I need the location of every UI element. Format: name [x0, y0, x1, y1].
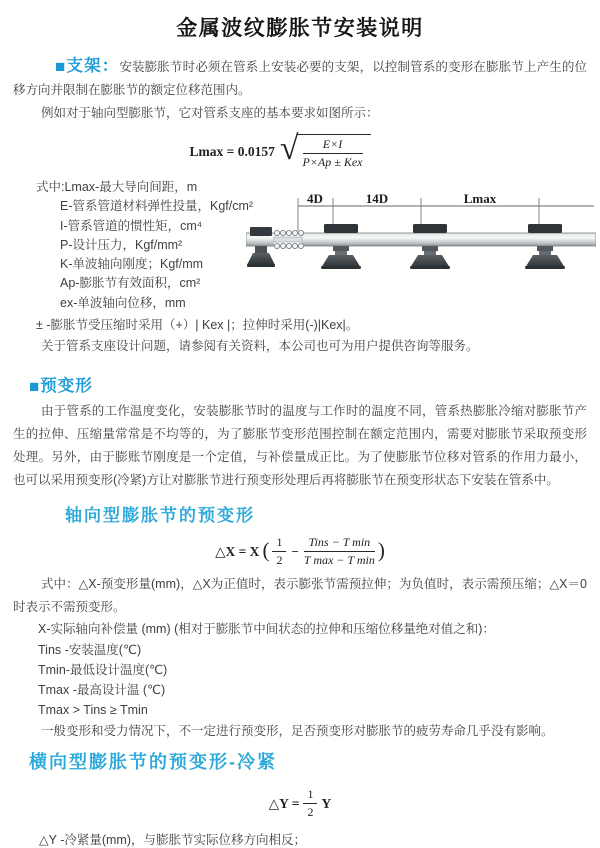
minus-sign: − — [291, 543, 299, 559]
support-heading-label: 支架： — [66, 57, 120, 75]
support-section-heading — [55, 57, 120, 76]
lmax-formula-numerator: E×I — [303, 137, 363, 154]
pipe-support-icon — [410, 224, 450, 269]
bellows-icon — [274, 230, 304, 248]
lateral-formula-rhs: Y — [321, 795, 332, 811]
definition-line: I-管系管道的惯性矩，cm⁴ — [60, 218, 203, 233]
temperature-ratio-fraction: $\frac{\text{Tins − T min}}{\text{T max − T min}}$ — [303, 535, 375, 568]
section-bullet-icon: ■ — [29, 377, 40, 397]
pipe-support-icon — [525, 224, 565, 269]
definition-line: Ap-膨胀节有效面积，cm² — [60, 276, 201, 291]
dim-label-14d: 14D — [365, 192, 389, 206]
open-paren: ( — [262, 538, 270, 563]
dim-label-lmax: Lmax — [463, 192, 497, 206]
axial-subheading: 轴向型膨胀节的预变形 — [65, 506, 255, 526]
radical-sign: √ — [279, 130, 299, 167]
lmax-formula-denominator: P×Ap ± Kex — [302, 155, 363, 169]
definition-line: Tmin-最低设计温度(℃) — [38, 663, 168, 678]
axial-formula-lhs: △X = X — [215, 543, 260, 559]
axial-legend-intro: 式中：△X-预变形量(mm)，△X为正值时，表示膨张节需预拉伸；为负值时，表示需预压缩；△X＝0时表示不需预变形。 — [13, 577, 587, 615]
section-bullet-icon: ■ — [55, 57, 66, 76]
definition-line: X-实际轴向补偿量 (mm) (相对于膨胀节中间状态的拉伸和压缩位移量绝对值之和)： — [38, 622, 495, 637]
definition-line: Tmax > Tins ≥ Tmin — [38, 703, 148, 718]
plus-minus-note: ± -膨胀节受压缩时采用（+）| Kex |；拉伸时采用(-)|Kex|。 — [36, 318, 359, 333]
definition-line: P-设计压力，Kgf/mm² — [60, 237, 183, 252]
radical-expression — [279, 130, 371, 170]
preform-heading-label: 预变形 — [40, 377, 93, 396]
pipe-support-drawing — [246, 192, 596, 292]
lateral-subheading: 横向型膨胀节的预变形-冷紧 — [29, 752, 277, 773]
one-half-fraction: $\frac{1}{2}$ — [272, 535, 286, 568]
support-intro-text: 安装膨胀节时必须在管系上安装必要的支架，以控制管系的变形在膨胀节上产生的位移方向并限制在膨胀节的额定位移范围内。 — [13, 60, 587, 97]
close-paren: ) — [377, 538, 385, 563]
definition-line: Tins -安装温度(℃) — [38, 643, 142, 658]
axial-definition-list — [38, 619, 587, 720]
lmax-formula-lhs: Lmax = 0.0157 — [189, 144, 275, 159]
definition-line: 式中:Lmax-最大导向间距，m — [36, 180, 198, 194]
preform-body-text: 由于管系的工作温度变化，安装膨胀节时的温度与工作时的温度不同，管系热膨胀冷缩对膨胀节产生的拉伸、压缩量常常是不均等的，为了膨胀节变形范围控制在额定范围内，需要对膨胀节采取预变形处理。另外，由于膨账节刚度是一个定值，与补偿量成正比。为了使膨胀节位移对管系的作用力最小，也可以采用预变形(冷紧)方让对膨胀节进行预变形处理后再将膨胀节在预变形状态下安装在管系中。 — [13, 404, 587, 488]
definition-line: Tmax -最高设计温 (℃) — [38, 683, 166, 698]
support-example-text: 例如对于轴向型膨胀节，它对管系支座的基本要求如图所示： — [41, 106, 379, 120]
dim-label-4d: 4D — [307, 192, 323, 206]
definition-line: ex-单波轴向位移，mm — [60, 295, 186, 310]
preform-section-heading — [29, 372, 587, 397]
support-spacing-diagram — [246, 192, 596, 292]
lateral-formula-lhs: △Y = — [268, 795, 300, 811]
page-title: 金属波纹膨胀节安装说明 — [176, 17, 424, 40]
axial-preform-formula — [13, 535, 587, 568]
lmax-formula — [0, 132, 587, 172]
one-half-fraction: $\frac{1}{2}$ — [303, 787, 317, 820]
lateral-preform-formula — [13, 787, 587, 820]
support-paragraph — [13, 55, 587, 102]
anchor-support-icon — [247, 227, 275, 267]
definition-line: E-管系管道材料弹性投量，Kgf/cm² — [60, 199, 254, 214]
consulting-note: 关于管系支座设计问题，请参阅有关资料，本公司也可为用户提供咨询等服务。 — [41, 339, 479, 354]
axial-note-text: 一般变形和受力情况下，不一定进行预变形，足否预变形对膨胀节的疲劳寿命几乎没有影响。 — [41, 724, 554, 739]
definition-line: K-单波轴向刚度；Kgf/mm — [60, 257, 204, 272]
pipe-support-icon — [321, 224, 361, 269]
lateral-note-text: △Y -冷紧量(mm)，与膨胀节实际位移方向相反； — [39, 833, 307, 848]
